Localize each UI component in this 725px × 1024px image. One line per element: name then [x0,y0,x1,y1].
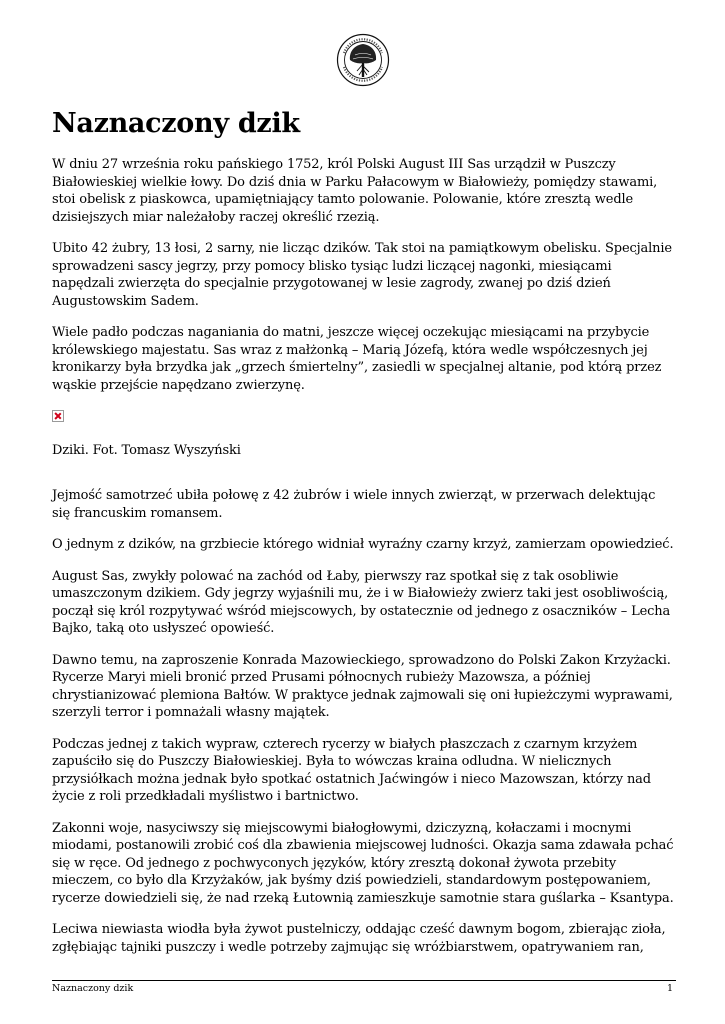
footer-title: Naznaczony dzik [52,983,134,994]
page-number: 1 [666,983,673,994]
paragraph: Jejmość samotrzeć ubiła połowę z 42 żubrów i wiele innych zwierząt, w przerwach delektując się francuskim romansem. [52,488,656,521]
footer-divider [52,980,676,981]
paragraph: Zakonni woje, nasyciwszy się miejscowymi białogłowymi, dziczyzną, kołaczami i mocnymi miodami, postanowili zrobić coś dla zbawienia miejscowej ludności. Okazja sama zdawała pchać się w ręce. Od jednego z pochwyconych języków, który zresztą dokonał żywota przebity mieczem, co było dla Krzyżaków, jak byśmy dziś powiedzieli, standardowym postępowaniem, rycerze dowiedzieli się, że nad rzeką Łutownią zamieszkuje samotnie stara guślarka – Ksantypa. [52,820,674,906]
paragraph: Ubito 42 żubry, 13 łosi, 2 sarny, nie licząc dzików. Tak stoi na pamiątkowym obelisku. Specjalnie sprowadzeni sascy jegrzy, przy pomocy blisko tysiąc ludzi liczącej nagonki, miesiącami napędzali zwierzęta do specjalnie przygotowanej w lesie zagrody, zwanej po dziś dzień Augustowskim Sadem. [52,241,672,309]
image-caption: Dziki. Fot. Tomasz Wyszyński [52,442,241,458]
paragraph: Wiele padło podczas naganiania do matni, jeszcze więcej oczekując miesiącami na przybycie królewskiego majestatu. Sas wraz z małżonką – Marią Józefą, która wedle współczesnych jej kronikarzy była brzydka jak „grzech śmiertelny”, zasiedli w specjalnej altanie, pod którą przez wąskie przejście napędzano zwierzynę. [52,325,662,393]
broken-image-icon [52,410,64,422]
article-body [52,156,676,970]
paragraph: Leciwa niewiasta wiodła była żywot pustelniczy, oddając cześć dawnym bogom, zbierając zioła, zgłębiając tajniki puszczy i wedle potrzeby zajmując się wróżbiarstwem, opatrywaniem ran, [52,922,666,955]
logo-seal-icon [336,33,390,87]
page-title: Naznaczony dzik [52,108,300,139]
paragraph: O jednym z dzików, na grzbiecie którego widniał wyraźny czarny krzyż, zamierzam opowiedzieć. [52,537,674,552]
paragraph: Dawno temu, na zaproszenie Konrada Mazowieckiego, sprowadzono do Polski Zakon Krzyżacki. Rycerze Maryi mieli bronić przed Prusami północnych rubieży Mazowsza, a później chrystianizować plemiona Bałtów. W praktyce jednak zajmowali się oni łupieżczymi wyprawami, szerzyli terror i pomnażali własny majątek. [52,652,673,720]
paragraph: August Sas, zwykły polować na zachód od Łaby, pierwszy raz spotkał się z tak osobliwie umaszczonym dzikiem. Gdy jegrzy wyjaśnili mu, że i w Białowieży zwierz taki jest osobliwością, począł się król rozpytywać wśród miejscowych, by ostatecznie od jednego z osaczników – Lecha Bajko, taką oto usłyszeć opowieść. [52,568,671,636]
paragraph: W dniu 27 września roku pańskiego 1752, król Polski August III Sas urządził w Puszczy Białowieskiej wielkie łowy. Do dziś dnia w Parku Pałacowym w Białowieży, pomiędzy stawami, stoi obelisk z piaskowca, upamiętniający tamto polowanie. Polowanie, które zresztą wedle dzisiejszych miar należałoby raczej określić rzezią. [52,157,658,225]
paragraph: Podczas jednej z takich wypraw, czterech rycerzy w białych płaszczach z czarnym krzyżem zapuściło się do Puszczy Białowieskiej. Była to wówczas kraina odludna. W nielicznych przysiółkach można jednak było spotkać ostatnich Jaćwingów i nieco Mazowszan, którzy nad życie z roli przedkładali myślistwo i bartnictwo. [52,736,651,804]
